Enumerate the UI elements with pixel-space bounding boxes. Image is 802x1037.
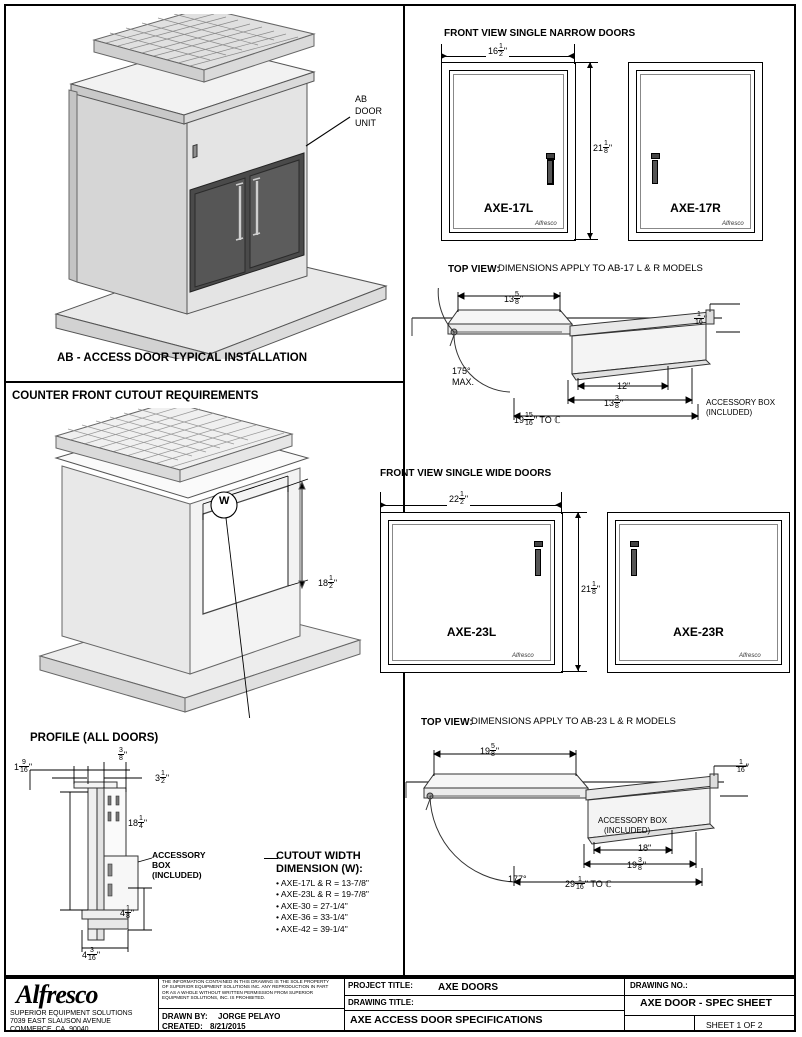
ext-n4 — [574, 239, 598, 240]
door-logo-1: Alfresco — [535, 221, 557, 227]
narrow-height-dim: 21 $\frac{1}{8}$ " — [593, 140, 613, 155]
front-narrow-title: FRONT VIEW SINGLE NARROW DOORS — [444, 28, 636, 39]
top-view-narrow-note: DIMENSIONS APPLY TO AB-17 L & R MODELS — [498, 263, 703, 274]
cutout-item-0: • AXE-17L & R = 13-7/8" — [276, 878, 369, 888]
project-title-value: AXE DOORS — [438, 982, 499, 993]
company-sub1: SUPERIOR EQUIPMENT SOLUTIONS — [10, 1010, 133, 1017]
front-wide-title: FRONT VIEW SINGLE WIDE DOORS — [380, 468, 552, 479]
ext-n2 — [574, 44, 575, 64]
cutout-width-title-l2: DIMENSION (W): — [276, 863, 363, 875]
cutout-width-list — [276, 878, 369, 935]
drawn-by-label: DRAWN BY: — [162, 1012, 208, 1021]
drawing-no-label: DRAWING NO.: — [630, 981, 688, 990]
legal-notice: THE INFORMATION CONTAINED IN THIS DRAWING IS THE SOLE PROPERTY OF SUPERIOR EQUIPMENT SOLUTIONS INC. ANY REPRODUCTION IN PART OR AS A WHOLE WITHOUT WRITTEN PERMISSION FROM SUPERIOR EQUIPMENT SOLUTIONS, INC. IS PROHIBITED. — [162, 979, 330, 1001]
topview-narrow-accbox-l2: (INCLUDED) — [706, 408, 753, 417]
ab-install-caption: AB - ACCESS DOOR TYPICAL INSTALLATION — [57, 352, 308, 364]
profile-title: PROFILE (ALL DOORS) — [30, 732, 159, 744]
door-axe-23l — [380, 512, 563, 673]
door-axe-17r — [628, 62, 763, 241]
topview-wide-depth-dim: 19 $\frac{5}{8}$ " — [480, 743, 500, 758]
narrow-width-dim: 16 $\frac{1}{2}$ " — [488, 43, 508, 58]
topview-wide-box2-dim: 19 $\frac{3}{8}$ " — [627, 857, 647, 872]
ext-w4 — [561, 671, 587, 672]
ab-install-illustration — [14, 14, 402, 359]
top-view-narrow-label: TOP VIEW: — [448, 264, 500, 275]
counter-cutout-title: COUNTER FRONT CUTOUT REQUIREMENTS — [12, 390, 259, 402]
company-logo: Alfresco — [16, 980, 98, 1009]
company-sub3: COMMERCE, CA. 90040 — [10, 1026, 89, 1033]
profile-accessory-box-l3: (INCLUDED) — [152, 870, 202, 880]
sheet-number: SHEET 1 OF 2 — [706, 1020, 763, 1030]
w-bubble-label: W — [219, 495, 230, 507]
topview-wide-clear-dim: $\frac{1}{16}$ " — [737, 759, 749, 774]
arr-n2 — [568, 53, 574, 59]
arr-n1 — [441, 53, 447, 59]
cutout-item-4: • AXE-42 = 39-1/4" — [276, 923, 348, 934]
counter-cutout-illustration — [20, 408, 380, 718]
door-logo-4: Alfresco — [739, 653, 761, 659]
arr-w1 — [380, 502, 386, 508]
topview-narrow-swing-dim: 19 $\frac{15}{16}$ " TO ℂ — [514, 412, 561, 427]
created-label: CREATED: — [162, 1022, 203, 1031]
wide-width-dim: 22 $\frac{1}{2}$ " — [449, 491, 469, 506]
cutout-item-3: • AXE-36 = 33-1/4" — [276, 912, 348, 923]
topview-wide-angle: 177° — [508, 874, 527, 884]
ext-w2 — [561, 492, 562, 514]
wide-height-dim: 21 $\frac{1}{8}$ " — [581, 581, 601, 596]
arr-w6 — [575, 665, 581, 671]
drawn-by-value: JORGE PELAYO — [218, 1012, 281, 1021]
door-logo-2: Alfresco — [722, 221, 744, 227]
profile-dim-a: 1 $\frac{9}{16}$ " — [14, 759, 33, 774]
project-title-label: PROJECT TITLE: — [348, 981, 413, 990]
door-axe-23r — [607, 512, 790, 673]
ext-n3 — [574, 62, 598, 63]
cutout-item-1: • AXE-23L & R = 19-7/8" — [276, 889, 369, 900]
profile-accessory-box-l2: BOX — [152, 860, 171, 870]
topview-narrow-angle-1: 175° — [452, 366, 471, 376]
profile-dim-e: 4 $\frac{1}{8}$ " — [120, 905, 135, 920]
topview-narrow-box-dim: 12" — [617, 381, 631, 391]
topview-narrow-angle-2: MAX. — [452, 377, 475, 387]
ext-w3 — [561, 512, 587, 513]
dimline-wide-height — [578, 512, 579, 671]
callout-ab-door-unit-line1: AB — [355, 94, 368, 104]
topview-wide-box-dim: 18" — [638, 843, 652, 853]
callout-ab-door-unit-line3: UNIT — [355, 118, 376, 128]
topview-narrow-box2-dim: 13 $\frac{3}{8}$ " — [604, 395, 624, 410]
cutout-height-dim: 18 $\frac{1}{2}$ " — [318, 575, 338, 590]
topview-narrow-accbox-l1: ACCESSORY BOX — [706, 398, 776, 407]
created-value: 8/21/2015 — [210, 1022, 246, 1031]
profile-dim-f: 4 $\frac{3}{16}$ " — [82, 947, 101, 962]
door-axe-17l — [441, 62, 576, 241]
cutout-item-2: • AXE-30 = 27-1/4" — [276, 900, 348, 911]
top-view-wide-note: DIMENSIONS APPLY TO AB-23 L & R MODELS — [471, 716, 676, 727]
door-label-axe-17r: AXE-17R — [670, 201, 721, 215]
arr-w5 — [575, 512, 581, 518]
topview-wide-swing-dim: 29 $\frac{1}{16}$ " TO ℂ — [565, 876, 612, 891]
topview-wide-accbox-l2: (INCLUDED) — [604, 826, 651, 835]
dimline-wide-width — [380, 505, 561, 506]
top-view-wide-label: TOP VIEW: — [421, 717, 473, 728]
left-divider-1 — [6, 381, 403, 383]
callout-ab-door-unit-line2: DOOR — [355, 106, 382, 116]
dimline-narrow-height — [590, 62, 591, 239]
arr-n5 — [587, 62, 593, 68]
cutout-width-title — [276, 850, 363, 876]
profile-dim-b: $\frac{3}{8}$ " — [119, 747, 128, 762]
drawing-title-label: DRAWING TITLE: — [348, 998, 414, 1007]
drawing-title-value: AXE ACCESS DOOR SPECIFICATIONS — [350, 1014, 543, 1026]
company-sub2: 7039 EAST SLAUSON AVENUE — [10, 1018, 111, 1025]
profile-dim-d: 18 $\frac{1}{4}$ " — [128, 815, 148, 830]
door-logo-3: Alfresco — [512, 653, 534, 659]
title-block — [6, 975, 794, 1032]
topview-wide-accbox-l1: ACCESSORY BOX — [598, 816, 668, 825]
arr-w2 — [555, 502, 561, 508]
topview-narrow-clear-dim: $\frac{1}{16}$ " — [695, 311, 707, 326]
door-label-axe-23r: AXE-23R — [673, 625, 724, 639]
cutout-width-title-l1: CUTOUT WIDTH — [276, 850, 361, 862]
profile-accessory-box-l1: ACCESSORY — [152, 850, 206, 860]
door-label-axe-23l: AXE-23L — [446, 625, 497, 639]
profile-dim-c: 3 $\frac{1}{2}$ " — [155, 770, 170, 785]
arr-n6 — [587, 233, 593, 239]
door-label-axe-17l: AXE-17L — [483, 201, 534, 215]
topview-narrow-depth-dim: 13 $\frac{5}{8}$ " — [504, 291, 524, 306]
drawing-no-value: AXE DOOR - SPEC SHEET — [640, 997, 772, 1009]
